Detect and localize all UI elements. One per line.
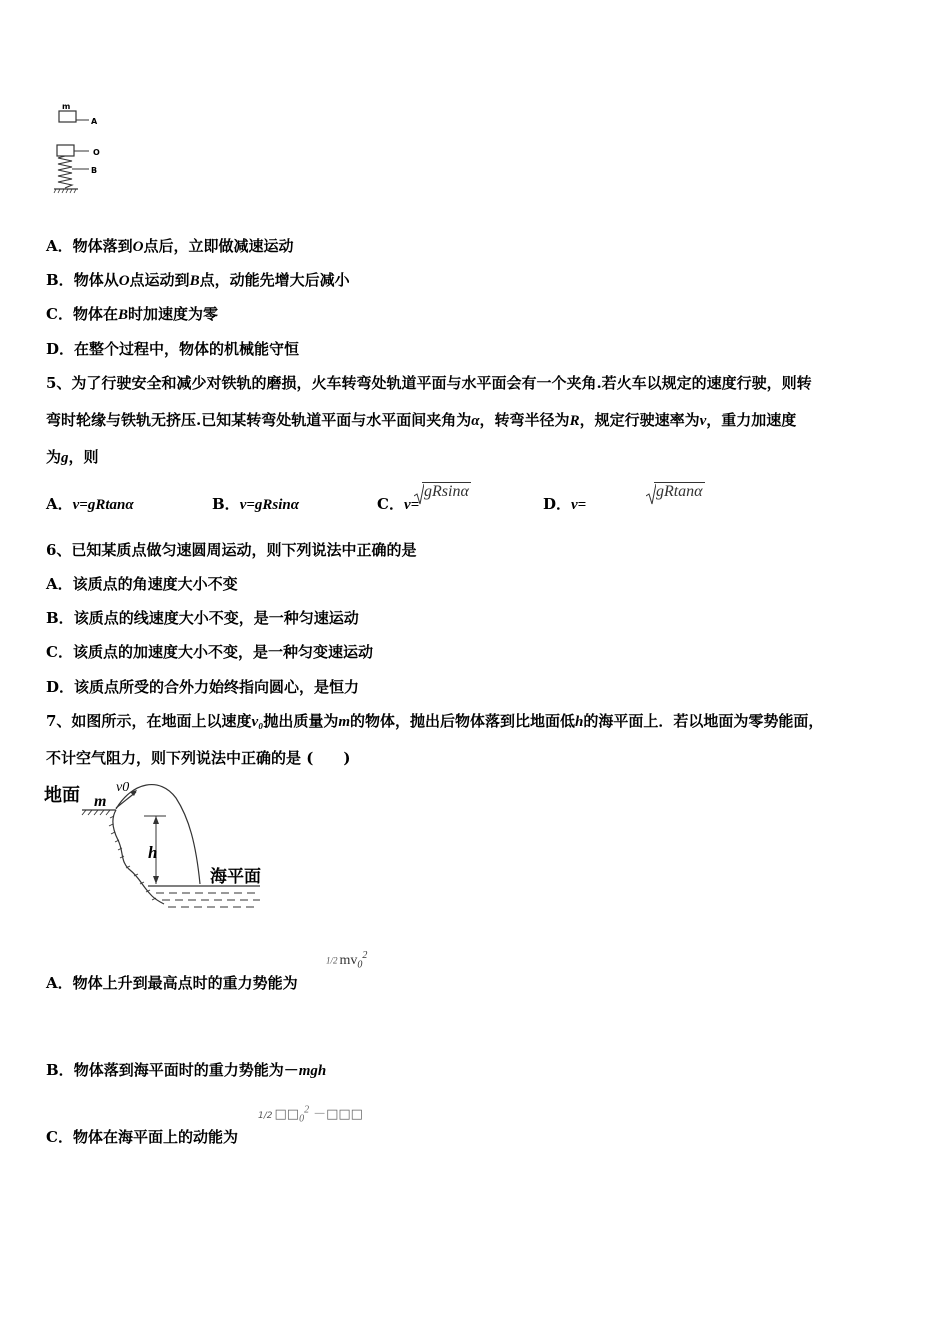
v0-label: v0 [116,780,130,795]
h-arrow-bottom [153,876,159,884]
spring-mass-figure [52,100,112,196]
q5-option-c-sqrt: gRsinα [422,483,471,501]
q6-option-d: D．该质点所受的合外力始终指向圆心，是恒力 [46,678,360,696]
q7-option-a: A．物体上升到最高点时的重力势能为 [46,974,298,992]
q4-option-d: D．在整个过程中，物体的机械能守恒 [46,340,300,358]
q5-stem-line2: 弯时轮缘与铁轨无挤压.已知某转弯处轨道平面与水平面间夹角为α，转弯半径为R，规定行驶速率为v，重力加速度 [46,411,797,429]
q7-option-b: B．物体落到海平面时的重力势能为－mgh [46,1061,327,1079]
ground-hatch [54,189,76,193]
q7-stem-line2: 不计空气阻力，则下列说法中正确的是 ( ) [46,749,351,767]
q5-option-b: B．v=gRsinα [212,495,300,513]
radical-sign [646,483,656,505]
q7-option-a-formula: 1/2 $mv_0^2$ [326,950,368,971]
h-arrow-top [153,816,159,824]
q4-option-b: B．物体从O点运动到B点，动能先增大后减小 [46,271,350,289]
q5-option-d: D．v= [543,495,587,513]
fig1-B-label: B [91,166,98,175]
velocity-arrowhead [130,790,137,796]
q5-stem-line1: 5、为了行驶安全和减少对铁轨的磨损，火车转弯处轨道平面与水平面会有一个夹角.若火车以规定的速度行驶，则转 [46,374,812,392]
h-label: h [148,843,158,862]
q5-option-c: C．v= [377,495,420,513]
q6-stem: 6、已知某质点做匀速圆周运动，则下列说法中正确的是 [46,541,417,559]
q7-stem-line1: 7、如图所示，在地面上以速度v₀抛出质量为m的物体，抛出后物体落到比地面低h的海平面上．若以地面为零势能面， [46,712,824,730]
spring [58,156,72,188]
projectile-cliff-figure [44,774,290,914]
upper-block [59,111,76,122]
fig1-m-label: m [62,102,71,111]
q4-option-c: C．物体在B时加速度为零 [46,305,218,323]
q5-option-a: A．v=gRtanα [46,495,134,513]
q6-option-c: C．该质点的加速度大小不变，是一种匀变速运动 [46,643,373,661]
radical-sign [414,483,424,505]
q6-option-b: B．该质点的线速度大小不变，是一种匀速运动 [46,609,359,627]
q6-option-a: A．该质点的角速度大小不变 [46,575,238,593]
sea-label: 海平面 [210,867,261,887]
fig1-A-label: A [91,117,98,126]
q5-stem-line3: 为g，则 [46,448,99,466]
ground-label: 地面 [44,785,80,806]
q4-option-a: A．物体落到O点后，立即做减速运动 [46,237,294,255]
q7-option-c: C．物体在海平面上的动能为 [46,1128,238,1146]
m-label: m [94,793,107,810]
q7-option-c-formula: 1/2 $□□_0^2$ －□□□ [258,1104,363,1125]
q5-option-d-sqrt: gRtanα [654,483,705,501]
ground-hatching [82,810,110,815]
plate-block [57,145,74,156]
fig1-O-label: O [93,148,100,157]
